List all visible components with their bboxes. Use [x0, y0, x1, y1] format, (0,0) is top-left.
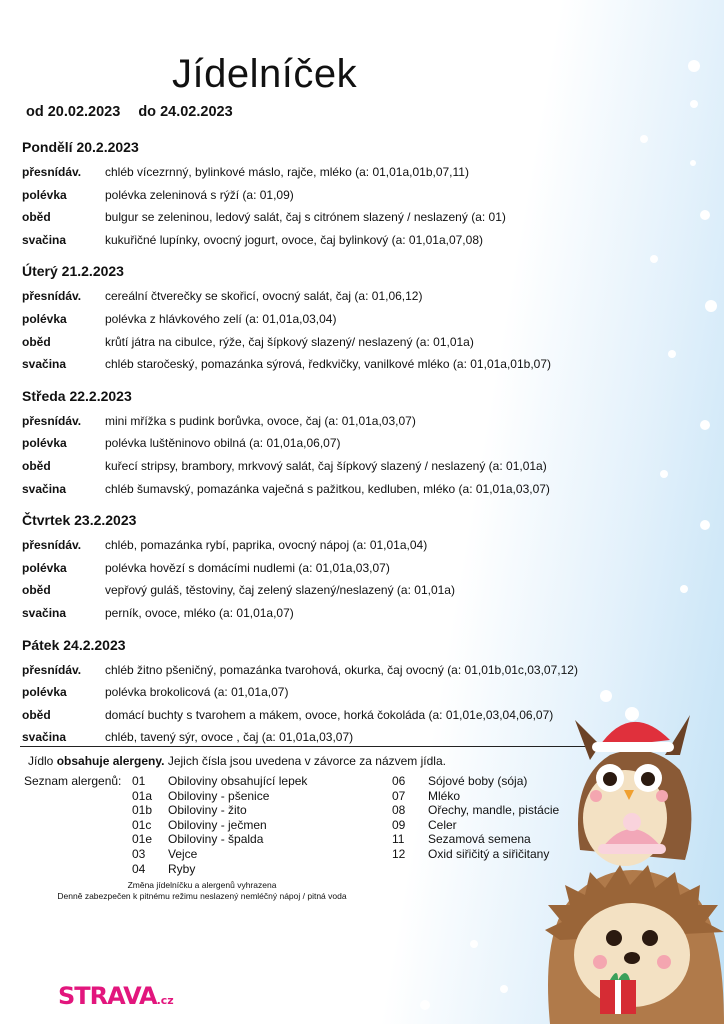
meal-description: cereální čtverečky se skořicí, ovocný salát, čaj (a: 01,06,12)	[105, 289, 423, 304]
meal-type: oběd	[22, 707, 51, 722]
meal-type: polévka	[22, 311, 67, 326]
allergen-list-label: Seznam alergenů:	[24, 774, 122, 788]
meal-type: polévka	[22, 436, 67, 451]
meal-type: polévka	[22, 560, 67, 575]
allergen-name: Mléko	[428, 788, 461, 803]
allergen-item	[392, 774, 559, 789]
meal-description: chléb žitno pšeničný, pomazánka tvarohová, okurka, čaj ovocný (a: 01,01b,01c,03,07,12)	[105, 662, 578, 677]
footer-note	[0, 880, 404, 902]
allergen-name: Ryby	[168, 861, 196, 876]
meal-row	[22, 410, 622, 433]
meal-type: svačina	[22, 605, 67, 620]
snowflake-icon	[705, 300, 717, 312]
allergen-item	[132, 818, 307, 833]
meal-row	[22, 161, 622, 184]
meal-type: přesnídáv.	[22, 662, 82, 677]
allergen-note	[28, 754, 446, 768]
meal-description: chléb staročeský, pomazánka sýrová, ředkvičky, vanilkové mléko (a: 01,01a,01b,07)	[105, 357, 551, 372]
meal-row	[22, 308, 622, 331]
day-section	[22, 261, 622, 375]
day-section	[22, 386, 622, 500]
snowflake-icon	[470, 940, 478, 948]
allergen-name: Vejce	[168, 846, 198, 861]
meal-row	[22, 353, 622, 376]
meal-description: polévka z hlávkového zelí (a: 01,01a,03,04)	[105, 311, 337, 326]
day-title: Pondělí 20.2.2023	[22, 139, 139, 155]
footer-line-2: Denně zabezpečen k pitnému režimu neslazený nemléčný nápoj / pitná voda	[57, 891, 347, 901]
allergen-code: 09	[392, 817, 406, 832]
logo-suffix: .cz	[156, 994, 174, 1007]
snowflake-icon	[690, 100, 698, 108]
allergen-code: 06	[392, 774, 406, 788]
allergen-item	[392, 847, 559, 862]
day-title: Čtvrtek 23.2.2023	[22, 512, 137, 529]
meal-row	[22, 331, 622, 354]
meal-row	[22, 184, 622, 207]
meal-description: chléb, pomazánka rybí, paprika, ovocný nápoj (a: 01,01a,04)	[105, 538, 428, 553]
day-section	[22, 510, 622, 624]
allergen-item	[132, 803, 307, 818]
meal-row	[22, 557, 622, 580]
meal-row	[22, 659, 622, 682]
allergen-item	[132, 862, 307, 877]
meal-row	[22, 579, 622, 602]
strava-logo[interactable]	[58, 982, 174, 1010]
snowflake-icon	[668, 350, 676, 358]
allergen-code: 07	[392, 788, 406, 803]
meal-type: oběd	[22, 583, 51, 598]
meal-row	[22, 206, 622, 229]
allergen-code: 01c	[132, 817, 152, 832]
allergen-code: 03	[132, 846, 146, 861]
allergen-code: 01	[132, 774, 146, 788]
allergen-item	[132, 847, 307, 862]
snowflake-icon	[680, 585, 688, 593]
meal-description: vepřový guláš, těstoviny, čaj zelený slazený/neslazený (a: 01,01a)	[105, 583, 455, 598]
date-range	[26, 104, 233, 120]
allergen-code: 11	[392, 832, 405, 847]
meal-type: oběd	[22, 334, 51, 349]
meal-type: přesnídáv.	[22, 413, 82, 428]
meal-row	[22, 602, 622, 625]
meal-type: polévka	[22, 187, 67, 202]
snowflake-icon	[650, 255, 658, 263]
meal-type: polévka	[22, 685, 67, 700]
allergen-name: Celer	[428, 817, 457, 832]
meal-description: kuřecí stripsy, brambory, mrkvový salát, čaj šípkový slazený / neslazený (a: 01,01a)	[105, 458, 547, 473]
meal-row	[22, 681, 622, 704]
allergen-code: 12	[392, 846, 406, 861]
meal-description: polévka zeleninová s rýží (a: 01,09)	[105, 187, 294, 202]
allergen-name: Obiloviny - ječmen	[168, 817, 267, 832]
meal-description: polévka hovězí s domácími nudlemi (a: 01,01a,03,07)	[105, 560, 390, 575]
meal-type: svačina	[22, 357, 67, 372]
meal-type: svačina	[22, 730, 67, 745]
meal-type: svačina	[22, 481, 67, 496]
allergen-item	[132, 789, 307, 804]
allergen-item	[392, 832, 559, 847]
meal-description: polévka luštěninovo obilná (a: 01,01a,06,07)	[105, 436, 341, 451]
day-title: Úterý 21.2.2023	[22, 263, 124, 280]
allergen-list-column-1	[132, 774, 307, 876]
snowflake-icon	[640, 135, 648, 143]
logo-main: STRAVA	[58, 982, 157, 1010]
meal-description: krůtí játra na cibulce, rýže, čaj šípkový slazený/ neslazený (a: 01,01a)	[105, 334, 474, 349]
allergen-list-column-2	[392, 774, 559, 862]
allergen-code: 04	[132, 861, 146, 876]
meal-description: perník, ovoce, mléko (a: 01,01a,07)	[105, 605, 294, 620]
meal-description: domácí buchty s tvarohem a mákem, ovoce, horká čokoláda (a: 01,01e,03,04,06,07)	[105, 707, 554, 722]
allergen-item	[392, 818, 559, 833]
allergen-item	[132, 832, 307, 847]
snowflake-icon	[700, 210, 710, 220]
allergen-name: Obiloviny - žito	[168, 803, 247, 818]
meal-row	[22, 534, 622, 557]
meal-description: chléb vícezrnný, bylinkové máslo, rajče, mléko (a: 01,01a,01b,07,11)	[105, 165, 469, 179]
allergen-note-bold: obsahuje alergeny.	[56, 754, 165, 768]
day-title: Pátek 24.2.2023	[22, 636, 126, 653]
meal-row	[22, 478, 622, 501]
allergen-name: Obiloviny obsahující lepek	[168, 774, 308, 788]
meal-row	[22, 704, 622, 727]
page-title: Jídelníček	[172, 52, 358, 96]
owl-hedgehog-illustration	[540, 700, 724, 1024]
snowflake-icon	[500, 985, 508, 993]
allergen-note-suffix: Jejich čísla jsou uvedena v závorce za názvem jídla.	[164, 754, 446, 768]
meal-row	[22, 432, 622, 455]
snowflake-icon	[690, 160, 696, 166]
meal-description: chléb, tavený sýr, ovoce , čaj (a: 01,01a,03,07)	[105, 730, 354, 745]
meal-type: oběd	[22, 458, 51, 473]
weekly-menu	[22, 137, 622, 759]
allergen-item	[392, 803, 559, 818]
allergen-code: 08	[392, 803, 406, 818]
day-title: Středa 22.2.2023	[22, 387, 132, 404]
allergen-note-prefix: Jídlo	[28, 754, 57, 768]
allergen-item	[132, 774, 307, 789]
snowflake-icon	[688, 60, 700, 72]
meal-type: oběd	[22, 210, 51, 225]
meal-type: přesnídáv.	[22, 538, 82, 553]
meal-description: kukuřičné lupínky, ovocný jogurt, ovoce, čaj bylinkový (a: 01,01a,07,08)	[105, 232, 483, 247]
snowflake-icon	[420, 1000, 430, 1010]
allergen-name: Sójové boby (sója)	[428, 774, 528, 788]
snowflake-icon	[700, 520, 710, 530]
meal-description: chléb šumavský, pomazánka vaječná s pažitkou, kedluben, mléko (a: 01,01a,03,07)	[105, 481, 550, 496]
date-to: do 24.02.2023	[138, 104, 233, 120]
allergen-name: Ořechy, mandle, pistácie	[428, 803, 560, 818]
divider	[20, 746, 600, 747]
meal-row	[22, 285, 622, 308]
meal-type: svačina	[22, 232, 67, 247]
allergen-code: 01e	[132, 832, 153, 847]
meal-description: bulgur se zeleninou, ledový salát, čaj s citrónem slazený / neslazený (a: 01)	[105, 210, 506, 225]
meal-type: přesnídáv.	[22, 165, 82, 179]
day-section	[22, 137, 622, 251]
meal-row	[22, 229, 622, 252]
snowflake-icon	[660, 470, 668, 478]
meal-type: přesnídáv.	[22, 289, 82, 304]
snowflake-icon	[700, 420, 710, 430]
meal-row	[22, 455, 622, 478]
allergen-code: 01a	[132, 788, 153, 803]
date-from: od 20.02.2023	[26, 104, 121, 120]
allergen-name: Oxid siřičitý a siřičitany	[428, 846, 550, 861]
allergen-name: Obiloviny - špalda	[168, 832, 264, 847]
allergen-name: Obiloviny - pšenice	[168, 788, 270, 803]
day-section	[22, 635, 622, 749]
footer-line-1: Změna jídelníčku a alergenů vyhrazena	[127, 880, 277, 890]
meal-description: polévka brokolicová (a: 01,01a,07)	[105, 685, 289, 700]
allergen-code: 01b	[132, 803, 153, 818]
meal-description: mini mřížka s pudink borůvka, ovoce, čaj (a: 01,01a,03,07)	[105, 413, 416, 428]
allergen-item	[392, 789, 559, 804]
allergen-name: Sezamová semena	[428, 832, 531, 847]
hedgehog-icon	[545, 813, 724, 1024]
